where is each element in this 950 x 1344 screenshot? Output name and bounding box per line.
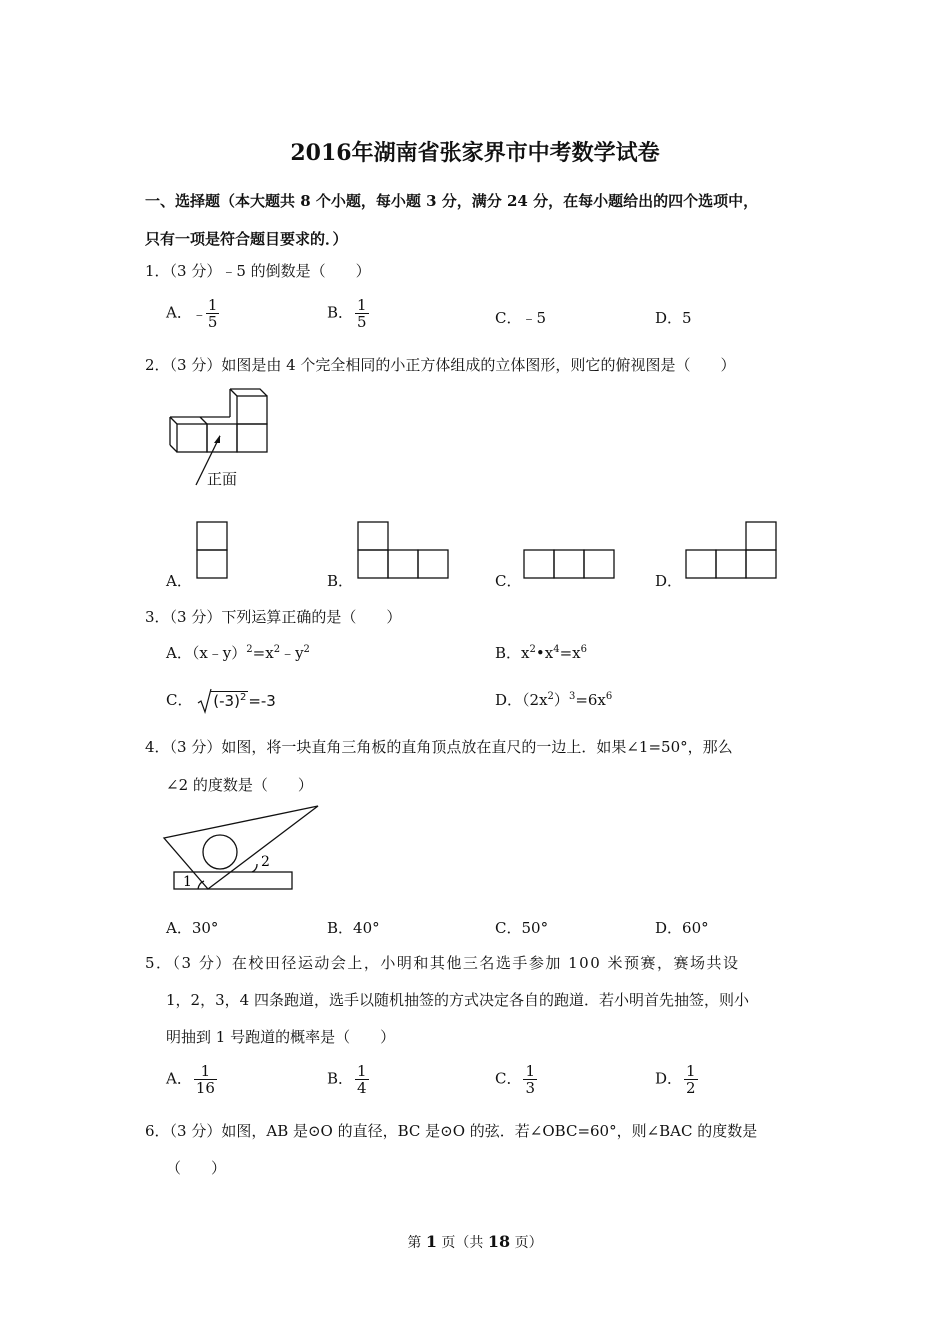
fraction — [206, 297, 220, 330]
expr-part: ﹣y — [280, 644, 304, 662]
question-4-stem-line2: ∠2 的度数是（ ） — [166, 776, 313, 794]
denominator: 2 — [686, 1079, 696, 1097]
expr-part: ） — [553, 691, 569, 709]
denominator: 5 — [357, 313, 367, 331]
fraction — [684, 1063, 698, 1096]
section-heading-line1: 一、选择题（本大题共 8 个小题，每小题 3 分，满分 24 分，在每小题给出的四个选项中， — [145, 192, 759, 210]
option-label: C． — [495, 309, 522, 327]
option-label: A． — [166, 644, 192, 662]
q5-option-b — [327, 1063, 369, 1096]
question-5-stem-line3: 明抽到 1 号跑道的概率是（ ） — [166, 1028, 396, 1046]
numerator: 1 — [357, 296, 367, 314]
denominator: 16 — [195, 1079, 215, 1097]
q4-option-c — [495, 917, 548, 938]
option-label: B． — [495, 644, 522, 662]
q5-option-a — [166, 1063, 217, 1096]
q1-option-d — [655, 307, 692, 328]
question-2-stem: 2．（3 分）如图是由 4 个完全相同的小正方体组成的立体图形，则它的俯视图是（ ） — [145, 356, 736, 374]
footer-text: 页（共 — [436, 1235, 488, 1251]
exponent: 2 — [303, 644, 310, 655]
exponent: 2 — [273, 644, 281, 655]
numerator: 1 — [207, 296, 218, 314]
denominator: 5 — [207, 313, 218, 331]
option-label: B． — [327, 919, 354, 937]
q4-option-a — [166, 917, 218, 938]
angle-2-label: 2 — [261, 854, 270, 870]
fraction — [194, 1063, 217, 1096]
q1-option-a — [166, 297, 219, 330]
numerator: 1 — [525, 1062, 536, 1080]
q1-option-c — [495, 307, 546, 328]
minus-sign: ﹣ — [191, 305, 207, 323]
exponent: 6 — [580, 644, 587, 655]
option-label: C． — [495, 919, 522, 937]
option-label: A． — [166, 303, 192, 322]
angle-1-label: 1 — [183, 874, 192, 890]
option-text: 50° — [521, 919, 549, 937]
option-label: C． — [166, 691, 193, 709]
total-pages: 18 — [487, 1232, 511, 1251]
q3-option-d — [495, 689, 612, 710]
option-label: B． — [327, 303, 354, 322]
fraction — [355, 1063, 369, 1096]
option-label: D． — [655, 1069, 683, 1088]
numerator: 1 — [194, 1063, 217, 1080]
q2-option-c-figure — [522, 548, 618, 582]
fraction — [523, 1063, 537, 1096]
option-text: 60° — [682, 919, 709, 937]
option-text: 40° — [353, 919, 380, 937]
expr-part: =6x — [575, 691, 606, 709]
numerator: 1 — [357, 1062, 367, 1080]
q1-option-b — [327, 297, 369, 330]
q2-option-d-label: D． — [655, 572, 683, 590]
fraction — [355, 297, 369, 330]
expr-part: =x — [252, 644, 274, 662]
option-label: A． — [166, 919, 192, 937]
option-text: 5 — [682, 309, 692, 327]
q2-option-d-figure — [684, 520, 780, 582]
expr-part: =x — [559, 644, 581, 662]
expr-part: （2x — [522, 691, 548, 709]
q2-option-a-label: A． — [166, 572, 192, 590]
expr-part: =-3 — [248, 692, 276, 710]
exponent: 6 — [605, 691, 613, 702]
triangle-ruler-figure — [160, 800, 330, 896]
sqrt-expression — [197, 692, 276, 710]
option-text: ﹣5 — [521, 309, 547, 327]
option-label: B． — [327, 1069, 354, 1088]
arrow-icon — [214, 435, 220, 443]
section-heading-line2: 只有一项是符合题目要求的．） — [145, 230, 348, 248]
footer-text: 页） — [510, 1235, 543, 1251]
denominator: 3 — [525, 1079, 536, 1097]
exponent: 4 — [553, 644, 560, 655]
page-number: 1 — [425, 1232, 437, 1251]
exponent: 3 — [568, 691, 576, 702]
q3-option-c — [166, 689, 276, 710]
option-label: A． — [166, 1069, 192, 1088]
exponent: 2 — [239, 692, 247, 703]
exponent: 2 — [246, 644, 253, 655]
front-view-label: 正面 — [207, 470, 238, 488]
question-5-stem-line2: 1，2，3，4 四条跑道，选手以随机抽签的方式决定各自的跑道．若小明首先抽签，则小 — [166, 991, 749, 1009]
q4-option-d — [655, 917, 709, 938]
q2-option-b-figure — [356, 520, 452, 582]
q4-option-b — [327, 917, 380, 938]
q3-option-a — [166, 642, 310, 663]
question-4-stem-line1: 4．（3 分）如图，将一块直角三角板的直角顶点放在直尺的一边上．如果∠1=50°，那么 — [145, 738, 733, 756]
footer-text: 第 — [407, 1235, 426, 1251]
denominator: 4 — [357, 1079, 367, 1097]
page-footer — [0, 1232, 950, 1252]
question-6-stem-line2: （ ） — [166, 1159, 227, 1177]
circle-hole — [203, 835, 237, 869]
option-text: 30° — [191, 919, 219, 937]
expr-part: （x﹣y） — [191, 644, 247, 662]
option-label: D． — [655, 309, 683, 327]
expr-part: •x — [535, 644, 554, 662]
q5-option-c — [495, 1063, 537, 1096]
page-title: 2016年湖南省张家界市中考数学试卷 — [290, 140, 660, 166]
question-3-stem: 3．（3 分）下列运算正确的是（ ） — [145, 608, 402, 626]
question-6-stem-line1: 6．（3 分）如图，AB 是⊙O 的直径，BC 是⊙O 的弦．若∠OBC=60°，则∠BAC 的度数是 — [145, 1122, 758, 1140]
exponent: 2 — [529, 644, 536, 655]
radical-sign-icon — [197, 688, 213, 714]
numerator: 1 — [686, 1062, 696, 1080]
q2-option-a-figure — [195, 520, 229, 582]
q3-option-b — [495, 642, 587, 663]
exponent: 2 — [547, 691, 554, 702]
question-5-stem-line1: 5．（3 分）在校田径运动会上，小明和其他三名选手参加 100 米预赛，赛场共设 — [145, 954, 740, 972]
q2-option-c-label: C． — [495, 572, 522, 590]
radicand: (-3) — [213, 692, 240, 710]
option-label: D． — [495, 691, 523, 709]
option-label: C． — [495, 1069, 522, 1088]
q5-option-d — [655, 1063, 698, 1096]
q2-option-b-label: B． — [327, 572, 354, 590]
expr-part: x — [521, 644, 530, 662]
question-1-stem: 1．（3 分）﹣5 的倒数是（ ） — [145, 262, 371, 280]
option-label: D． — [655, 919, 683, 937]
